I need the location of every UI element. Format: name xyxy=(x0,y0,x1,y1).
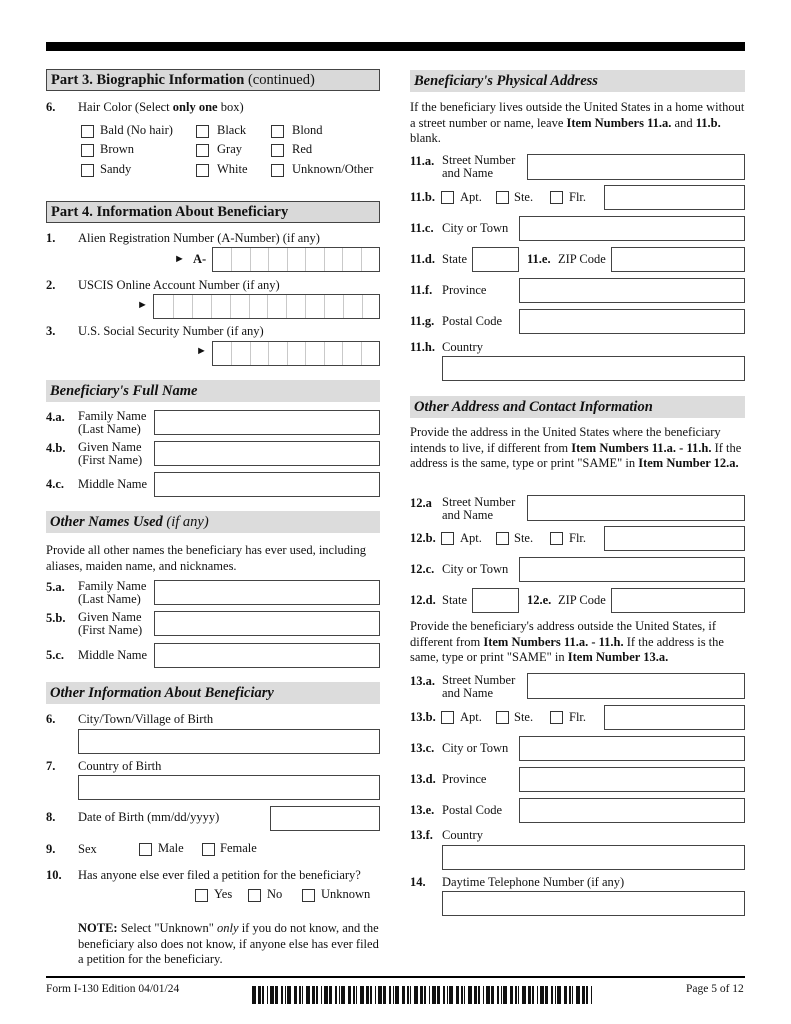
part4-title: Part 4. Information About Beneficiary xyxy=(51,204,289,220)
q11f-number: 11.f. xyxy=(410,283,433,297)
dob-input[interactable] xyxy=(270,806,380,831)
a-number-input[interactable] xyxy=(212,247,380,272)
sex-female-checkbox[interactable] xyxy=(202,843,215,856)
hair-brown-checkbox[interactable] xyxy=(81,144,94,157)
q12c-number: 12.c. xyxy=(410,562,435,576)
a-number-question: Alien Registration Number (A-Number) (if any) xyxy=(78,231,320,245)
q6-number: 6. xyxy=(46,100,56,114)
unit-number-input[interactable] xyxy=(604,185,745,210)
q7-number: 7. xyxy=(46,759,56,773)
ste-label: Ste. xyxy=(514,190,534,204)
q8-number: 8. xyxy=(46,810,56,824)
ste-checkbox[interactable] xyxy=(496,191,509,204)
petition-unknown-checkbox[interactable] xyxy=(302,889,315,902)
sex-female-label: Female xyxy=(220,841,257,855)
foreign-street-input[interactable] xyxy=(527,673,745,699)
q13b-number: 13.b. xyxy=(410,710,436,724)
us-state-label: State xyxy=(442,593,467,607)
other-family-name-input[interactable] xyxy=(154,580,380,605)
middle-name-input[interactable] xyxy=(154,472,380,497)
state-label: State xyxy=(442,252,467,266)
other-names-intro: Provide all other names the beneficiary has ever used, including aliases, maiden name, and nicknames. xyxy=(46,543,367,573)
us-apt-checkbox[interactable] xyxy=(441,532,454,545)
uscis-account-input[interactable] xyxy=(153,294,380,319)
foreign-postal-label: Postal Code xyxy=(442,803,503,817)
middle-name-label: Middle Name xyxy=(78,477,148,491)
street-label: Street Number and Name xyxy=(442,153,516,180)
flr-label: Flr. xyxy=(569,190,587,204)
hair-red-checkbox[interactable] xyxy=(271,144,284,157)
hair-bald-checkbox[interactable] xyxy=(81,125,94,138)
sex-male-label: Male xyxy=(158,841,184,855)
hair-bald-label: Bald (No hair) xyxy=(100,123,173,137)
petition-note: NOTE: Select "Unknown" only if you do not know, and the beneficiary also does not know, if anyone else has ever filed a petition for the beneficiary. xyxy=(78,921,379,966)
us-street-input[interactable] xyxy=(527,495,745,521)
petition-no-checkbox[interactable] xyxy=(248,889,261,902)
us-city-input[interactable] xyxy=(519,557,745,582)
foreign-postal-input[interactable] xyxy=(519,798,745,823)
zip-label: ZIP Code xyxy=(558,252,606,266)
petition-yes-label: Yes xyxy=(214,887,233,901)
hair-red-label: Red xyxy=(292,142,313,156)
us-apt-label: Apt. xyxy=(460,531,482,545)
us-city-label: City or Town xyxy=(442,562,509,576)
zip-input[interactable] xyxy=(611,247,745,272)
foreign-flr-checkbox[interactable] xyxy=(550,711,563,724)
a-number-prefix: A- xyxy=(193,252,207,266)
q11g-number: 11.g. xyxy=(410,314,435,328)
birth-city-label: City/Town/Village of Birth xyxy=(78,712,214,726)
foreign-city-input[interactable] xyxy=(519,736,745,761)
sex-label: Sex xyxy=(78,842,97,856)
hair-sandy-checkbox[interactable] xyxy=(81,164,94,177)
phone-label: Daytime Telephone Number (if any) xyxy=(442,875,625,889)
q12d-number: 12.d. xyxy=(410,593,436,607)
q11a-number: 11.a. xyxy=(410,154,435,168)
q5a-number: 5.a. xyxy=(46,580,65,594)
foreign-country-input[interactable] xyxy=(442,845,745,870)
q11h-number: 11.h. xyxy=(410,340,436,354)
family-name-label: Family Name (Last Name) xyxy=(78,409,147,436)
physical-address-intro: If the beneficiary lives outside the United States in a home without a street number or name, leave Item Numbers 11.a. and 11.b. blank. xyxy=(410,100,745,145)
full-name-header: Beneficiary's Full Name xyxy=(46,380,380,402)
phone-input[interactable] xyxy=(442,891,745,916)
other-info-header: Other Information About Beneficiary xyxy=(46,682,380,704)
q9-number: 9. xyxy=(46,842,56,856)
part3-header xyxy=(46,69,380,91)
q4b-number: 4.b. xyxy=(46,441,66,455)
hair-blond-checkbox[interactable] xyxy=(271,125,284,138)
us-zip-label: ZIP Code xyxy=(558,593,606,607)
postal-input[interactable] xyxy=(519,309,745,334)
us-flr-checkbox[interactable] xyxy=(550,532,563,545)
hair-gray-checkbox[interactable] xyxy=(196,144,209,157)
other-family-name-label: Family Name (Last Name) xyxy=(78,579,147,606)
other-names-header: Other Names Used (if any) xyxy=(46,511,380,533)
dob-label: Date of Birth (mm/dd/yyyy) xyxy=(78,810,220,824)
hair-black-label: Black xyxy=(217,123,247,137)
ssn-question: U.S. Social Security Number (if any) xyxy=(78,324,264,338)
family-name-input[interactable] xyxy=(154,410,380,435)
other-given-name-input[interactable] xyxy=(154,611,380,636)
foreign-province-label: Province xyxy=(442,772,487,786)
foreign-apt-label: Apt. xyxy=(460,710,482,724)
given-name-label: Given Name (First Name) xyxy=(78,440,143,467)
hair-color-question: Hair Color (Select only one box) xyxy=(78,100,244,114)
hair-unknown-checkbox[interactable] xyxy=(271,164,284,177)
hair-gray-label: Gray xyxy=(217,142,242,156)
q5b-number: 5.b. xyxy=(46,611,66,625)
other-given-name-label: Given Name (First Name) xyxy=(78,610,143,637)
q11b-number: 11.b. xyxy=(410,190,436,204)
q12b-number: 12.b. xyxy=(410,531,436,545)
apt-checkbox[interactable] xyxy=(441,191,454,204)
sex-male-checkbox[interactable] xyxy=(139,843,152,856)
street-input[interactable] xyxy=(527,154,745,180)
physical-address-header: Beneficiary's Physical Address xyxy=(410,70,745,92)
hair-black-checkbox[interactable] xyxy=(196,125,209,138)
q13e-number: 13.e. xyxy=(410,803,435,817)
birth-city-input[interactable] xyxy=(78,729,380,754)
petition-yes-checkbox[interactable] xyxy=(195,889,208,902)
arrow-icon: ► xyxy=(174,253,185,265)
q13a-number: 13.a. xyxy=(410,674,435,688)
q2-number: 2. xyxy=(46,278,56,292)
uscis-account-question: USCIS Online Account Number (if any) xyxy=(78,278,280,292)
us-zip-input[interactable] xyxy=(611,588,745,613)
part3-title-suffix: (continued) xyxy=(247,72,315,88)
page-number: Page 5 of 12 xyxy=(686,983,744,995)
apt-label: Apt. xyxy=(460,190,482,204)
postal-label: Postal Code xyxy=(442,314,503,328)
foreign-street-label: Street Number and Name xyxy=(442,673,516,700)
other-address-intro: Provide the address in the United States where the beneficiary intends to live, if different from Item Numbers 11.a. - 11.h. If the address is the same, type or print "SAME" in Item Number 12.a. xyxy=(410,425,742,470)
petition-no-label: No xyxy=(267,887,283,901)
country-input[interactable] xyxy=(442,356,745,381)
us-street-label: Street Number and Name xyxy=(442,495,516,522)
hair-unknown-label: Unknown/Other xyxy=(292,162,374,176)
province-input[interactable] xyxy=(519,278,745,303)
q10-number: 10. xyxy=(46,868,62,882)
petition-question: Has anyone else ever filed a petition for the beneficiary? xyxy=(78,868,361,882)
q4a-number: 4.a. xyxy=(46,410,65,424)
q13c-number: 13.c. xyxy=(410,741,435,755)
foreign-city-label: City or Town xyxy=(442,741,509,755)
hair-sandy-label: Sandy xyxy=(100,162,132,176)
given-name-input[interactable] xyxy=(154,441,380,466)
hair-blond-label: Blond xyxy=(292,123,323,137)
q13f-number: 13.f. xyxy=(410,828,433,842)
q4c-number: 4.c. xyxy=(46,477,65,491)
country-label: Country xyxy=(442,340,483,354)
us-unit-number-input[interactable] xyxy=(604,526,745,551)
hair-brown-label: Brown xyxy=(100,142,135,156)
part4-header xyxy=(46,201,380,223)
q11e-number: 11.e. xyxy=(527,252,551,266)
top-rule xyxy=(46,42,745,51)
q12e-number: 12.e. xyxy=(527,593,552,607)
petition-unknown-label: Unknown xyxy=(321,887,371,901)
us-flr-label: Flr. xyxy=(569,531,587,545)
other-address-header: Other Address and Contact Information xyxy=(410,396,745,418)
q5c-number: 5.c. xyxy=(46,648,65,662)
q11d-number: 11.d. xyxy=(410,252,436,266)
barcode-icon xyxy=(252,986,594,1004)
ssn-input[interactable] xyxy=(212,341,380,366)
q3-number: 3. xyxy=(46,324,56,338)
part3-title: Part 3. Biographic Information xyxy=(51,72,245,88)
hair-white-label: White xyxy=(217,162,248,176)
foreign-ste-label: Ste. xyxy=(514,710,534,724)
foreign-apt-checkbox[interactable] xyxy=(441,711,454,724)
q1-number: 1. xyxy=(46,231,56,245)
foreign-address-intro: Provide the beneficiary's address outside the United States, if different from Item Numbers 11.a. - 11.h. If the address is the same, type or print "SAME" in Item Number 13.a. xyxy=(410,619,724,664)
hair-white-checkbox[interactable] xyxy=(196,164,209,177)
form-edition: Form I-130 Edition 04/01/24 xyxy=(46,983,180,995)
flr-checkbox[interactable] xyxy=(550,191,563,204)
state-select[interactable] xyxy=(472,247,519,272)
arrow-icon: ► xyxy=(196,345,207,357)
birth-country-input[interactable] xyxy=(78,775,380,800)
other-middle-name-label: Middle Name xyxy=(78,648,148,662)
foreign-country-label: Country xyxy=(442,828,483,842)
foreign-province-input[interactable] xyxy=(519,767,745,792)
us-state-select[interactable] xyxy=(472,588,519,613)
other-middle-name-input[interactable] xyxy=(154,643,380,668)
province-label: Province xyxy=(442,283,487,297)
birth-country-label: Country of Birth xyxy=(78,759,162,773)
q11c-number: 11.c. xyxy=(410,221,434,235)
us-ste-label: Ste. xyxy=(514,531,534,545)
arrow-icon: ► xyxy=(137,299,148,311)
foreign-ste-checkbox[interactable] xyxy=(496,711,509,724)
us-ste-checkbox[interactable] xyxy=(496,532,509,545)
q6b-number: 6. xyxy=(46,712,56,726)
q13d-number: 13.d. xyxy=(410,772,436,786)
q12a-number: 12.a xyxy=(410,496,432,510)
foreign-flr-label: Flr. xyxy=(569,710,587,724)
city-input[interactable] xyxy=(519,216,745,241)
footer-rule xyxy=(46,976,745,978)
city-label: City or Town xyxy=(442,221,509,235)
foreign-unit-number-input[interactable] xyxy=(604,705,745,730)
q14-number: 14. xyxy=(410,875,426,889)
